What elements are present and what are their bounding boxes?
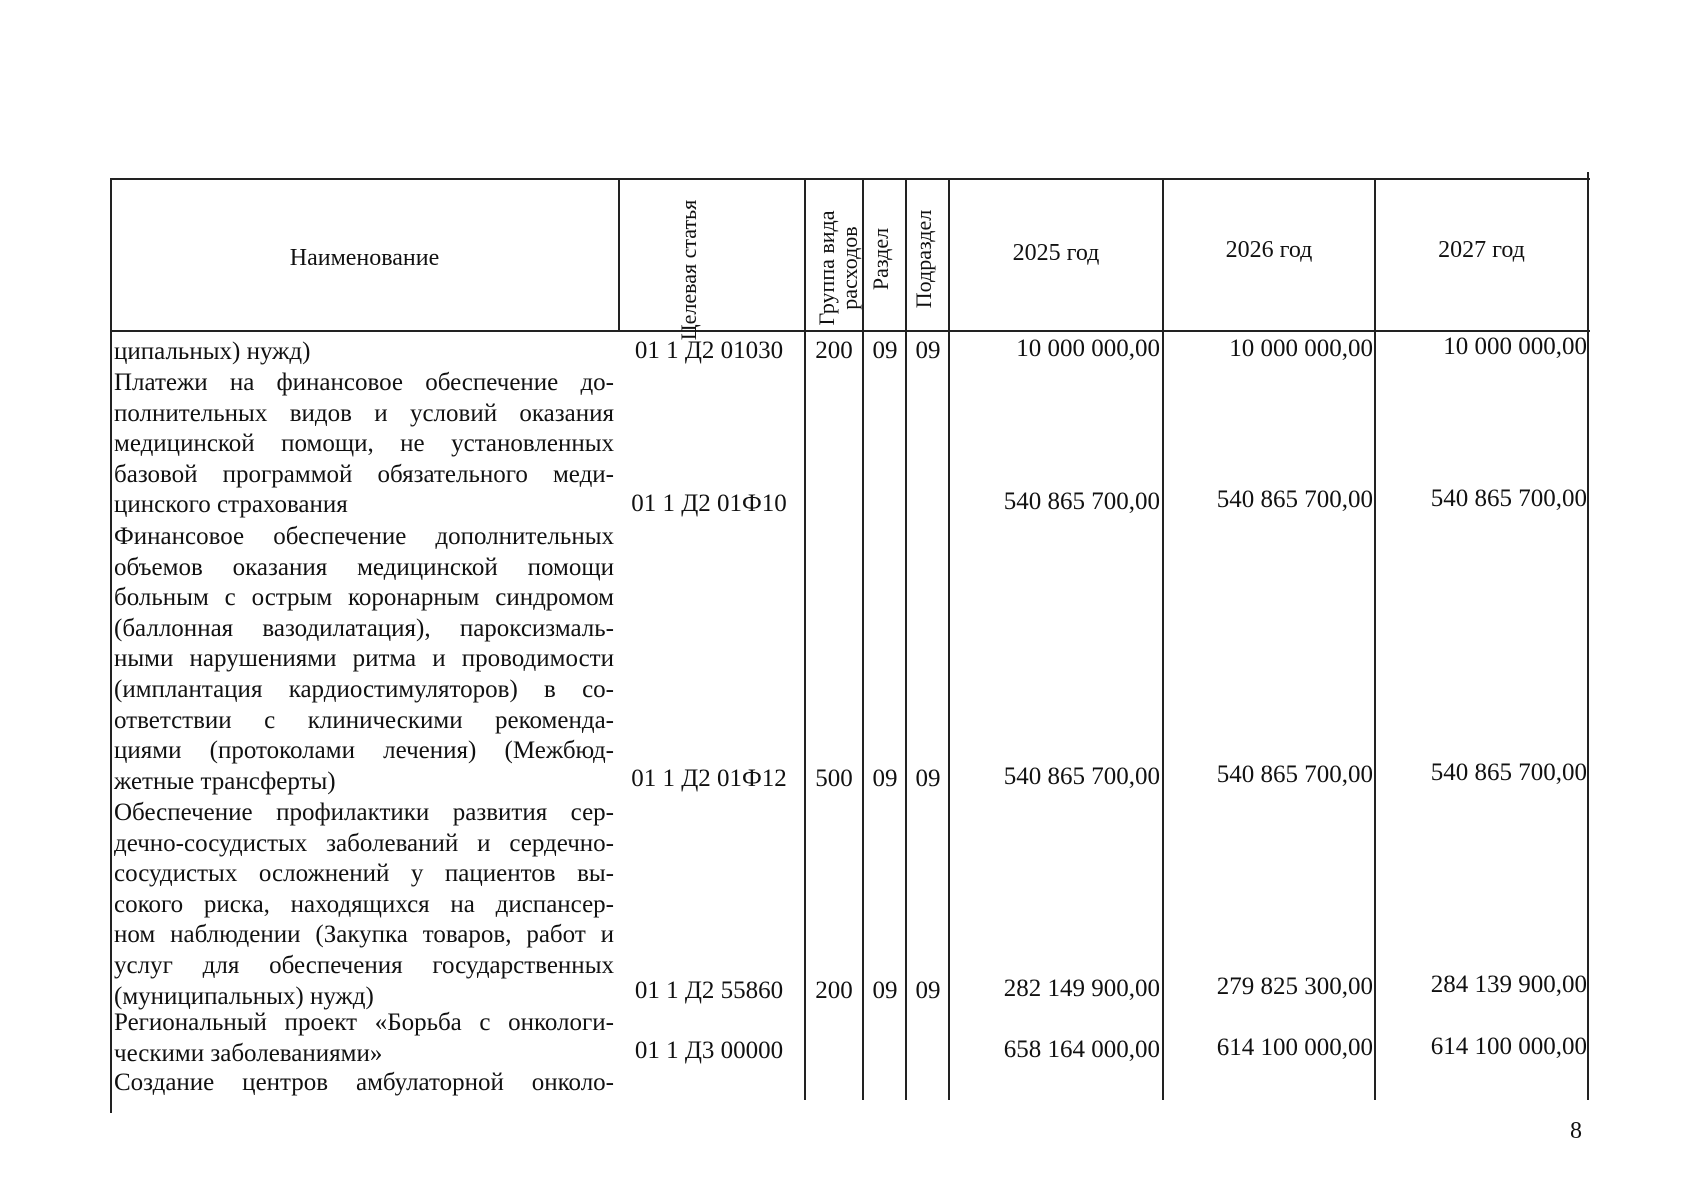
header-subsection-text: Подраздел — [911, 209, 936, 309]
row-2-2027: 540 865 700,00 — [1430, 759, 1587, 786]
row-0-group: 200 — [815, 337, 853, 364]
row-1-code: 01 1 Д2 01Ф10 — [631, 490, 787, 517]
name-line: Региональный проект «Борьба с онкологи- — [114, 1009, 614, 1036]
header-2027: 2027 год — [1438, 237, 1525, 263]
name-line: (баллонная вазодилатация), пароксизмаль- — [114, 614, 614, 642]
row-4-2027: 614 100 000,00 — [1430, 1033, 1587, 1060]
row-2-name — [114, 522, 614, 797]
row-0-code: 01 1 Д2 01030 — [634, 337, 784, 364]
header-name: Наименование — [289, 245, 440, 271]
page-number: 8 — [1570, 1118, 1582, 1144]
header-section-text: Раздел — [868, 227, 893, 291]
row-0-2027: 10 000 000,00 — [1443, 333, 1587, 360]
row-3-2025: 282 149 900,00 — [1003, 975, 1160, 1002]
row-3-2026: 279 825 300,00 — [1216, 973, 1373, 1000]
name-line: сосудистых осложнений у пациентов вы- — [114, 860, 614, 888]
column-divider-subsection — [948, 178, 950, 1100]
column-divider-section — [905, 178, 907, 1100]
row-4-2026: 614 100 000,00 — [1216, 1034, 1373, 1061]
name-line: Платежи на финансовое обеспечение до- — [114, 369, 614, 396]
table-left-border — [110, 178, 112, 1113]
name-line: Создание центров амбулаторной онколо- — [114, 1069, 614, 1096]
row-3-group: 200 — [815, 977, 853, 1004]
name-line: цинского страхования — [114, 491, 348, 519]
header-2025: 2025 год — [1012, 240, 1100, 266]
row-3-2027: 284 139 900,00 — [1430, 971, 1587, 998]
row-5-name — [114, 1068, 614, 1099]
header-section — [869, 198, 899, 320]
row-0-2025: 10 000 000,00 — [1016, 335, 1160, 362]
row-2-section: 09 — [872, 765, 898, 792]
name-line: базовой программой обязательного меди- — [114, 460, 614, 488]
table-top-border — [110, 178, 1590, 180]
row-0-subsection: 09 — [915, 337, 941, 364]
name-line: ческими заболеваниями» — [114, 1039, 383, 1067]
row-2-subsection: 09 — [915, 765, 941, 792]
header-expense-group — [815, 195, 871, 341]
row-0-name — [114, 337, 614, 368]
row-4-name — [114, 1008, 614, 1069]
row-4-code: 01 1 Д3 00000 — [634, 1037, 784, 1064]
row-0-section: 09 — [872, 337, 898, 364]
name-line: полнительных видов и условий оказания — [114, 399, 614, 427]
row-2-2026: 540 865 700,00 — [1216, 761, 1373, 788]
name-line: жетные трансферты) — [114, 767, 336, 795]
row-3-section: 09 — [872, 977, 898, 1004]
name-line: дечно-сосудистых заболеваний и сердечно- — [114, 829, 614, 857]
name-line: Финансовое обеспечение дополнительных — [114, 523, 614, 550]
row-2-2025: 540 865 700,00 — [1003, 763, 1160, 790]
name-line: объемов оказания медицинской помощи — [114, 553, 614, 581]
name-line: (муниципальных) нужд) — [114, 982, 374, 1010]
name-line: ответствии с клиническими рекоменда- — [114, 706, 614, 734]
row-2-group: 500 — [815, 765, 853, 792]
row-1-2025: 540 865 700,00 — [1003, 488, 1160, 515]
row-3-subsection: 09 — [915, 977, 941, 1004]
column-divider-code — [804, 178, 806, 1100]
table-right-border — [1587, 172, 1589, 1100]
row-1-2026: 540 865 700,00 — [1216, 486, 1373, 513]
header-2026: 2026 год — [1225, 237, 1313, 263]
header-target-article-text: Целевая статья — [676, 199, 701, 341]
name-line: (имплантация кардиостимуляторов) в со- — [114, 675, 614, 703]
row-0-2026: 10 000 000,00 — [1229, 335, 1373, 362]
name-line: сокого риска, находящихся на диспансер- — [114, 890, 614, 918]
header-subsection — [912, 198, 942, 320]
row-3-code: 01 1 Д2 55860 — [634, 977, 784, 1004]
column-divider-2026 — [1374, 178, 1376, 1100]
row-3-name — [114, 798, 614, 1012]
header-target-article — [677, 195, 737, 345]
name-line: циями (протоколами лечения) (Межбюд- — [114, 737, 614, 765]
name-line: ными нарушениями ритма и проводимости — [114, 645, 614, 673]
column-divider-2025 — [1162, 178, 1164, 1100]
row-4-2025: 658 164 000,00 — [1003, 1036, 1160, 1063]
header-expense-group-text: Группа вида расходов — [814, 210, 863, 326]
header-divider-name — [618, 178, 620, 332]
name-line: медицинской помощи, не установленных — [114, 430, 614, 458]
row-2-code: 01 1 Д2 01Ф12 — [631, 765, 787, 792]
row-1-2027: 540 865 700,00 — [1430, 485, 1587, 512]
name-line: больным с острым коронарным синдромом — [114, 584, 614, 612]
name-line: ципальных) нужд) — [114, 338, 311, 365]
row-1-name — [114, 368, 614, 521]
name-line: ном наблюдении (Закупка товаров, работ и — [114, 921, 614, 949]
name-line: услуг для обеспечения государственных — [114, 951, 614, 979]
name-line: Обеспечение профилактики развития сер- — [114, 799, 614, 826]
